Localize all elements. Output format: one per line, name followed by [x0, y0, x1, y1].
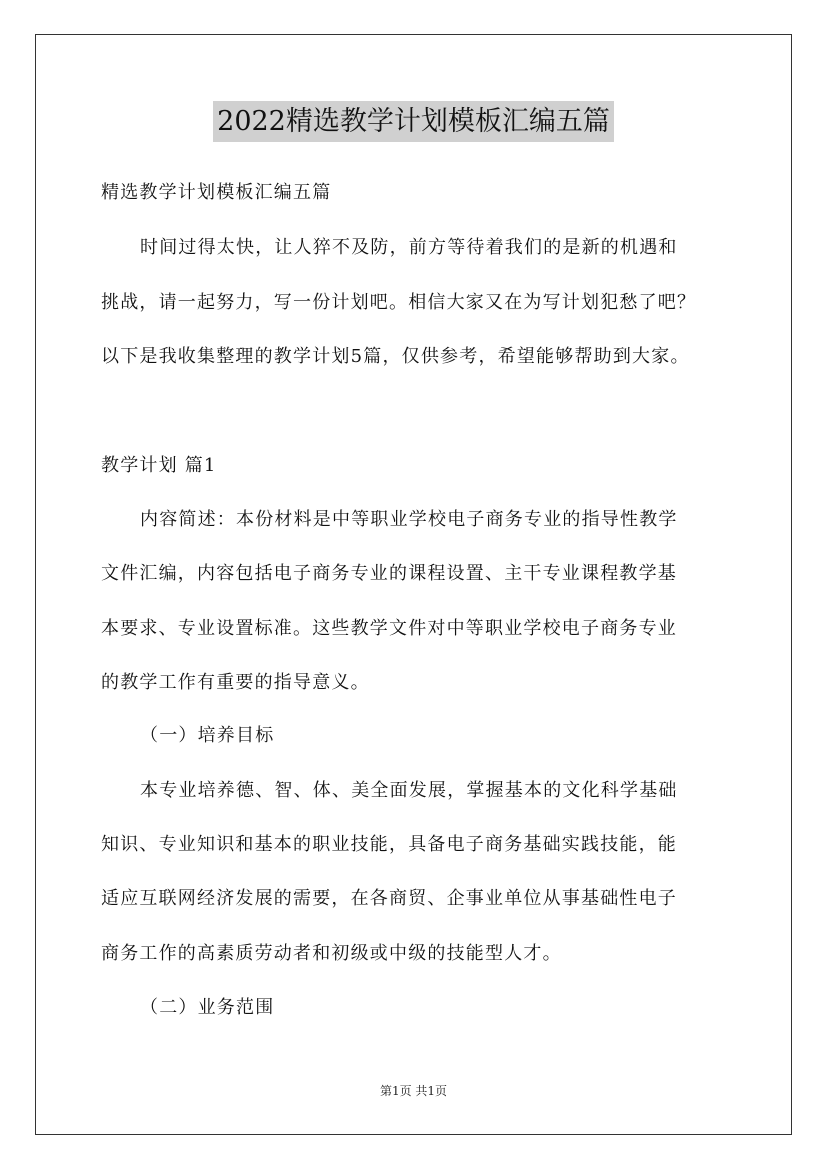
page-footer: 第1页 共1页	[379, 1084, 448, 1098]
paragraph-line: 时间过得太快，让人猝不及防，前方等待着我们的是新的机遇和	[140, 237, 678, 258]
subsection-heading: （一）培养目标	[140, 725, 275, 746]
paragraph-line: 内容简述：本份材料是中等职业学校电子商务专业的指导性教学	[140, 509, 678, 530]
paragraph-line: 的教学工作有重要的指导意义。	[101, 672, 370, 693]
paragraph-line: 本要求、专业设置标准。这些教学文件对中等职业学校电子商务专业	[101, 618, 677, 639]
document-title	[0, 101, 827, 142]
paragraph-line: 本专业培养德、智、体、美全面发展，掌握基本的文化科学基础	[140, 780, 678, 801]
document-subtitle: 精选教学计划模板汇编五篇	[101, 182, 332, 203]
paragraph-line: 挑战，请一起努力，写一份计划吧。相信大家又在为写计划犯愁了吧？	[101, 292, 697, 313]
paragraph-line: 知识、专业知识和基本的职业技能，具备电子商务基础实践技能，能	[101, 834, 677, 855]
paragraph-line: 文件汇编，内容包括电子商务专业的课程设置、主干专业课程教学基	[101, 563, 677, 584]
paragraph-line: 适应互联网经济发展的需要，在各商贸、企事业单位从事基础性电子	[101, 888, 677, 909]
section-heading: 教学计划 篇1	[101, 455, 217, 476]
document-title-text: 2022精选教学计划模板汇编五篇	[213, 101, 614, 142]
subsection-heading: （二）业务范围	[140, 997, 275, 1018]
paragraph-line: 以下是我收集整理的教学计划5篇，仅供参考，希望能够帮助到大家。	[101, 346, 690, 367]
paragraph-line: 商务工作的高素质劳动者和初级或中级的技能型人才。	[101, 943, 562, 964]
